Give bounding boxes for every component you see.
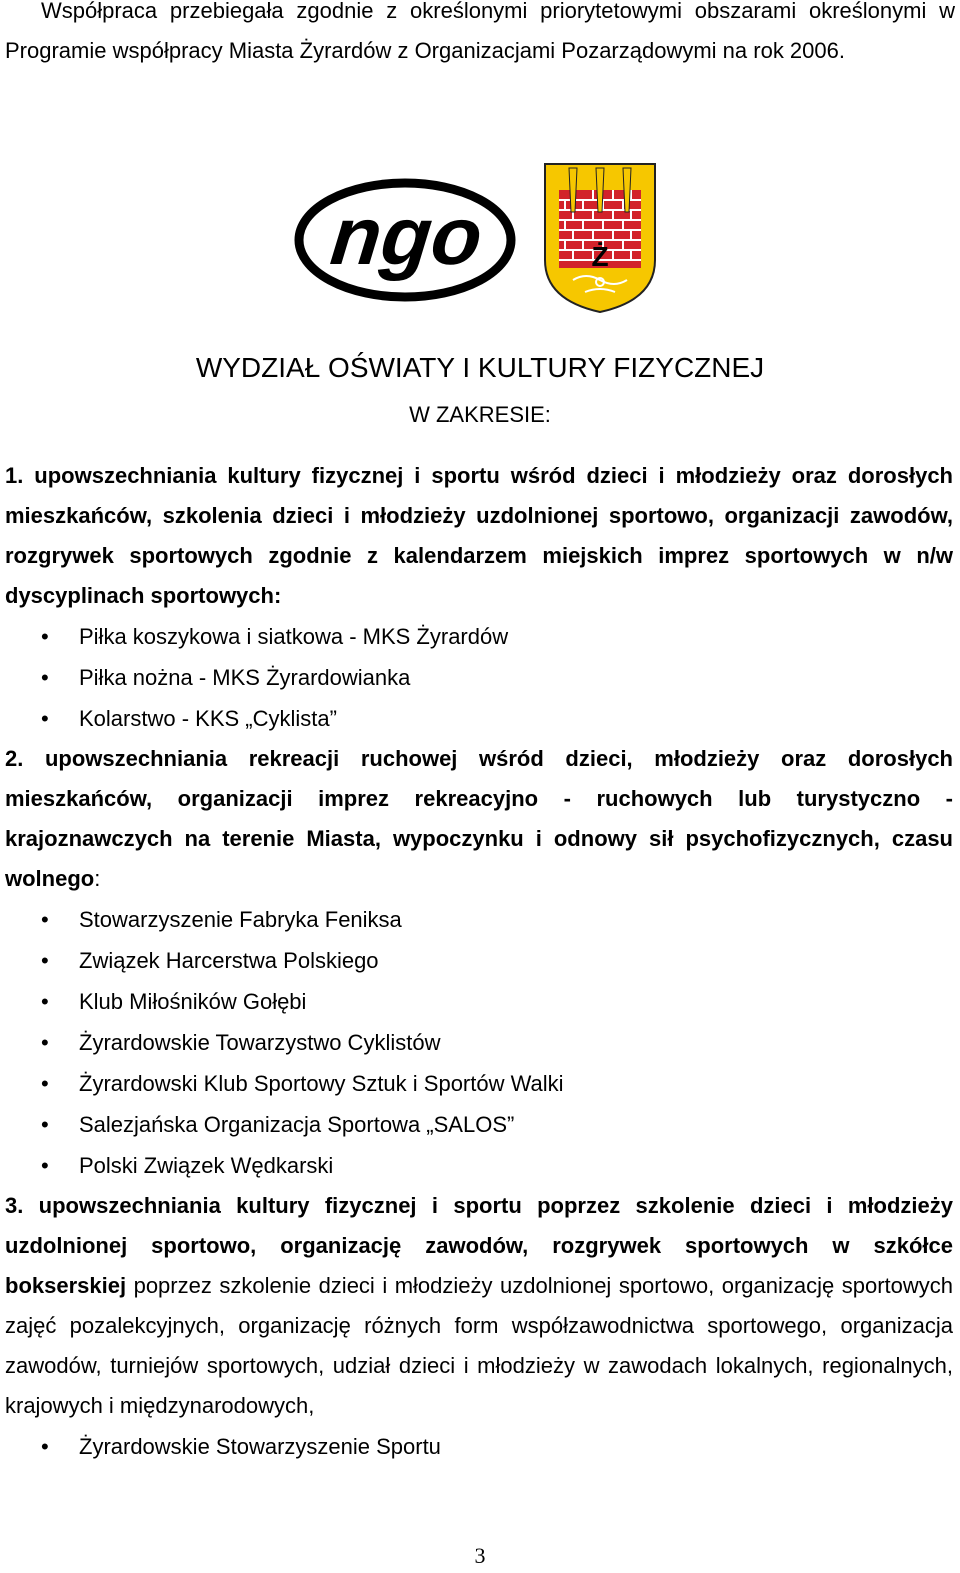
section-list bbox=[5, 1426, 953, 1467]
list-item: • Polski Związek Wędkarski bbox=[5, 1145, 953, 1186]
section-bold-text: 2. upowszechniania rekreacji ruchowej wśród dzieci, młodzieży oraz dorosłych mieszkańców, organizacji imprez rekreacyjno - ruchowych lub turystyczno - krajoznawczych na terenie Miasta, wypoczynku i odnowy sił psychofizycznych, czasu wolnego bbox=[5, 746, 953, 891]
page-subtitle: W ZAKRESIE: bbox=[409, 402, 551, 428]
list-item: • Kolarstwo - KKS „Cyklista” bbox=[5, 698, 953, 739]
section-bold-text: 1. upowszechniania kultury fizycznej i sportu wśród dzieci i młodzieży oraz dorosłych mieszkańców, szkolenia dzieci i młodzieży uzdolnionej sportowo, organizacji zawodów, rozgrywek sportowych zgodnie z kalendarzem miejskich imprez sportowych w n/w dyscyplinach sportowych: bbox=[5, 463, 953, 608]
list-item: • Związek Harcerstwa Polskiego bbox=[5, 940, 953, 981]
list-item: • Żyrardowskie Stowarzyszenie Sportu bbox=[5, 1426, 953, 1467]
list-item: • Stowarzyszenie Fabryka Feniksa bbox=[5, 899, 953, 940]
section-paragraph bbox=[5, 1186, 953, 1426]
logos-row bbox=[293, 160, 673, 320]
content-body bbox=[5, 456, 953, 1467]
list-item: • Żyrardowski Klub Sportowy Sztuk i Sportów Walki bbox=[5, 1063, 953, 1104]
section-paragraph bbox=[5, 739, 953, 899]
intro-paragraph bbox=[5, 0, 955, 71]
page-title: WYDZIAŁ OŚWIATY I KULTURY FIZYCZNEJ bbox=[195, 351, 765, 383]
list-item: • Piłka nożna - MKS Żyrardowianka bbox=[5, 657, 953, 698]
section-normal-text: : bbox=[94, 866, 101, 891]
section-normal-text: poprzez szkolenie dzieci i młodzieży uzdolnionej sportowo, organizację sportowych zajęć pozalekcyjnych, organizację różnych form współzawodnictwa sportowego, organizacja zawodów, turniejów sportowych, udział dzieci i młodzieży w zawodach lokalnych, regionalnych, krajowych i międzynarodowych, bbox=[5, 1273, 953, 1418]
zyrardow-coat-of-arms bbox=[541, 160, 659, 315]
section-2 bbox=[5, 739, 953, 1186]
section-bold-text: 3. upowszechniania kultury fizycznej i sportu poprzez szkolenie dzieci i młodzieży uzdolnionej sportowo, organizację zawodów, rozgrywek sportowych w szkółce bokserskiej bbox=[5, 1193, 953, 1298]
crest-letter: Ż bbox=[591, 241, 609, 272]
section-list bbox=[5, 899, 953, 1186]
section-paragraph bbox=[5, 456, 953, 616]
list-item: • Piłka koszykowa i siatkowa - MKS Żyrardów bbox=[5, 616, 953, 657]
section-1 bbox=[5, 456, 953, 739]
ngo-logo-text: ngo bbox=[326, 191, 487, 282]
intro-text: Współpraca przebiegała zgodnie z określonymi priorytetowymi obszarami określonymi w Programie współpracy Miasta Żyrardów z Organizacjami Pozarządowymi na rok 2006. bbox=[5, 0, 955, 63]
ngo-logo bbox=[293, 176, 517, 304]
section-list bbox=[5, 616, 953, 739]
list-item: • Salezjańska Organizacja Sportowa „SALOS” bbox=[5, 1104, 953, 1145]
list-item: • Klub Miłośników Gołębi bbox=[5, 981, 953, 1022]
page-number: 3 bbox=[474, 1543, 486, 1568]
list-item: • Żyrardowskie Towarzystwo Cyklistów bbox=[5, 1022, 953, 1063]
section-3 bbox=[5, 1186, 953, 1467]
